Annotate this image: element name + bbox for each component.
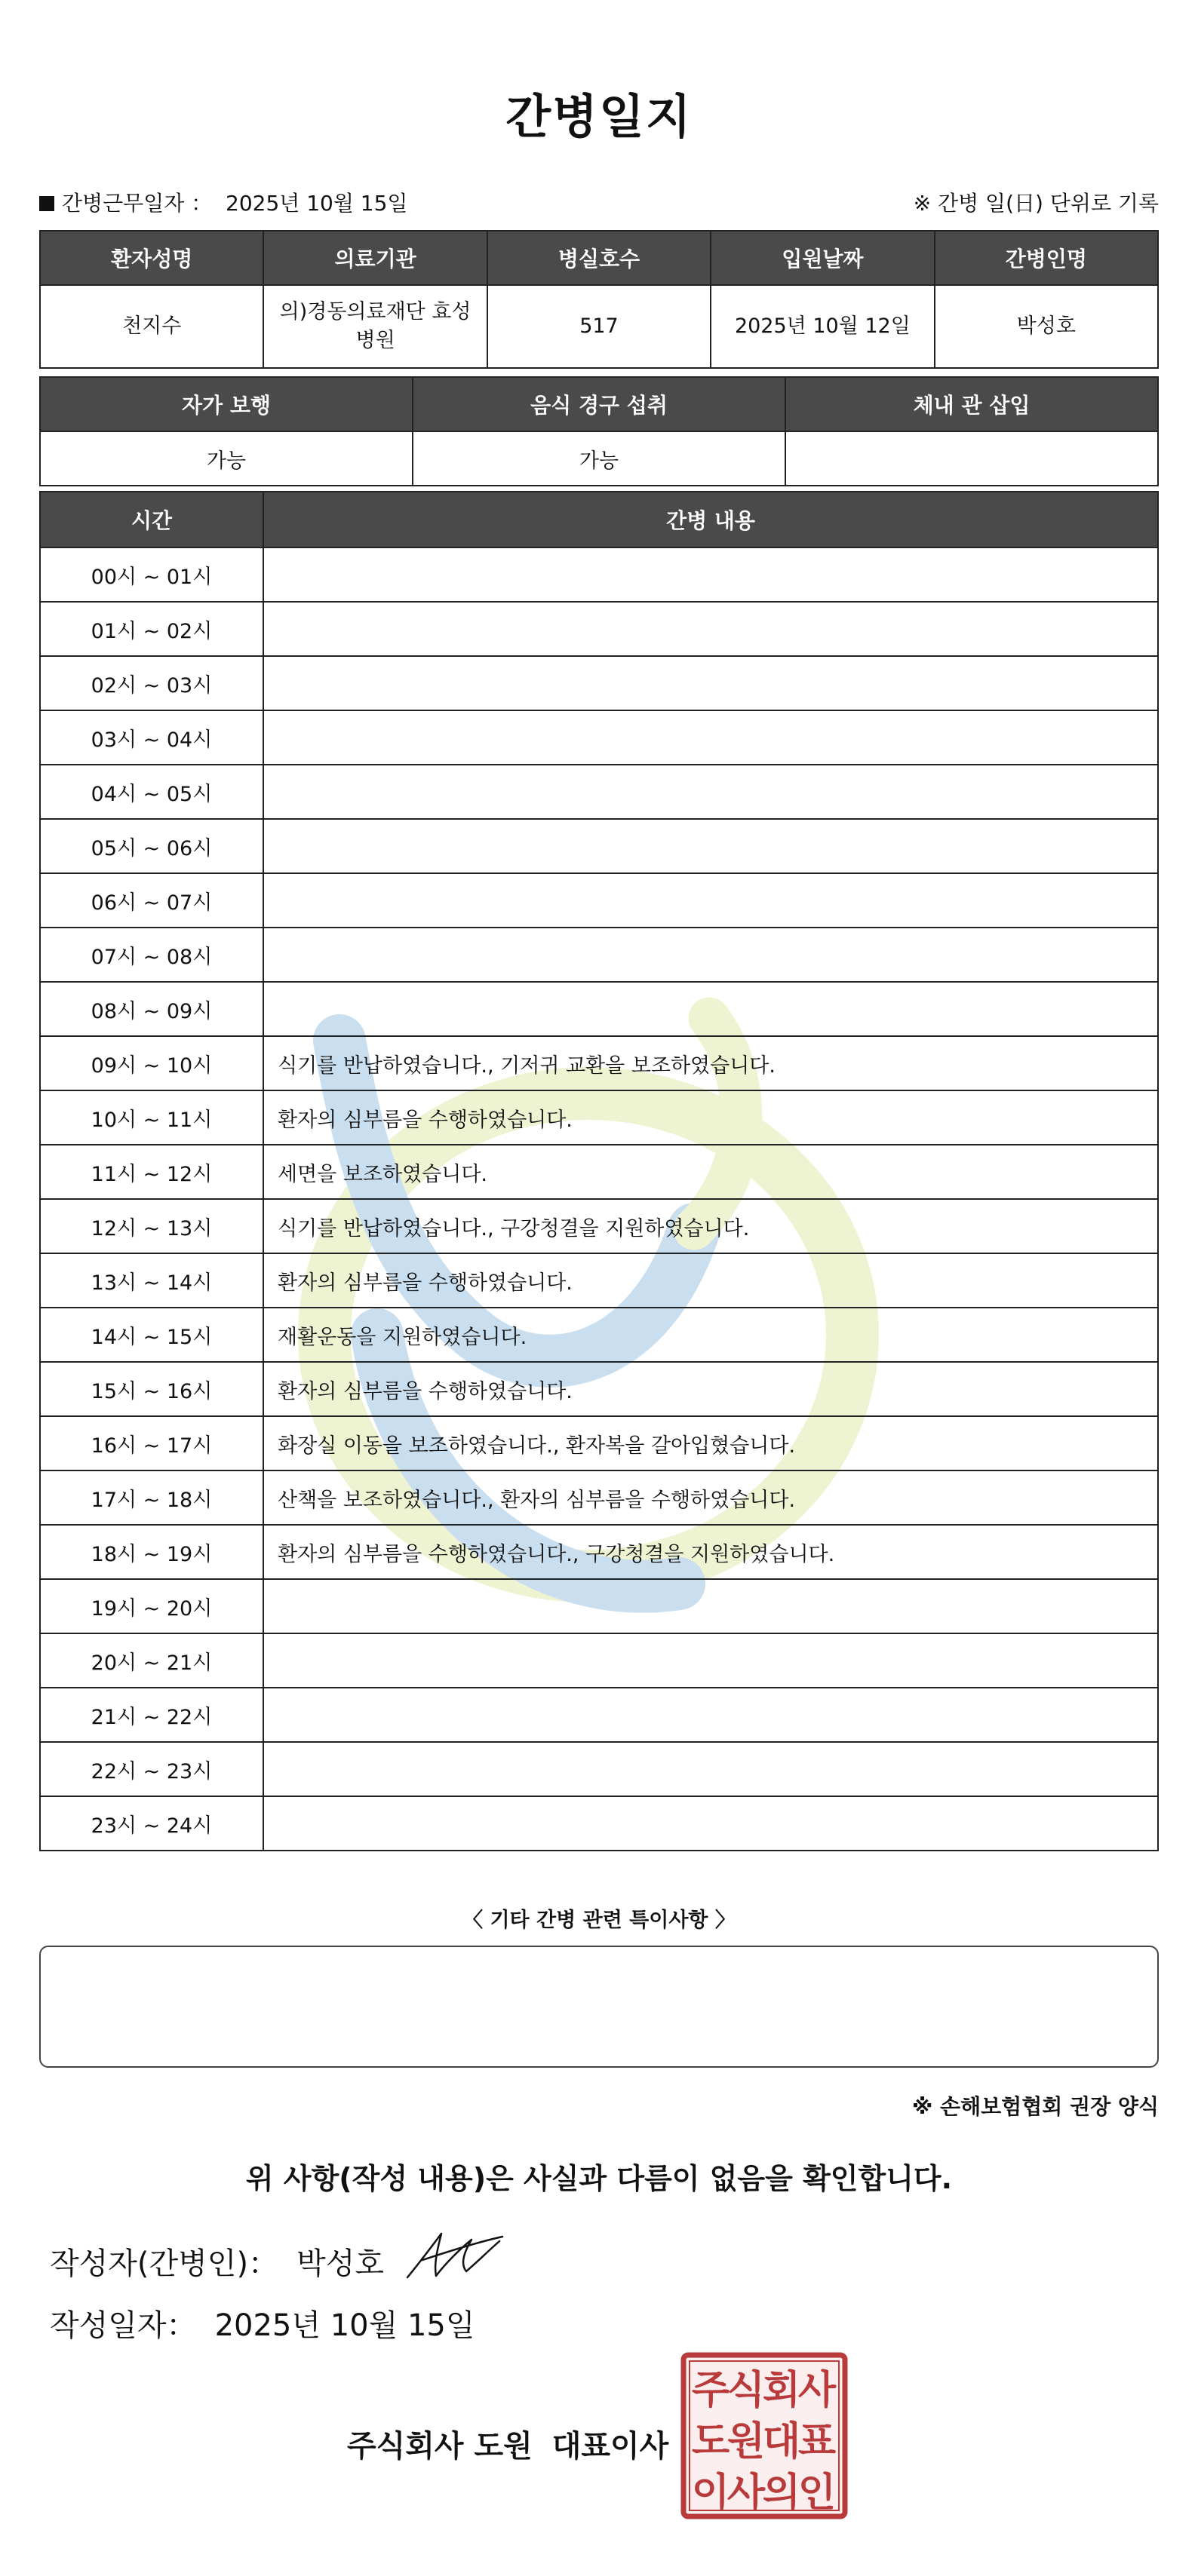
ceo-label: 대표이사: [551, 2429, 669, 2464]
time-slot: 11시 ~ 12시: [40, 1145, 263, 1199]
seal-character: 이: [691, 2470, 730, 2516]
header-admission-date: 입원날짜: [711, 231, 934, 285]
seal-character: 사: [726, 2470, 766, 2516]
written-date-line: [50, 2302, 475, 2344]
care-content: [263, 928, 1158, 982]
time-slot: 18시 ~ 19시: [40, 1525, 263, 1579]
table-row: [40, 765, 1158, 819]
seal-character: 의: [762, 2470, 801, 2516]
table-row: [40, 602, 1158, 656]
header-room-number: 병실호수: [487, 231, 711, 285]
time-slot: 15시 ~ 16시: [40, 1362, 263, 1416]
care-content: [263, 982, 1158, 1036]
table-row: [40, 1742, 1158, 1796]
header-caregiver-name: 간병인명: [935, 231, 1158, 285]
company-name: 주식회사 도원: [347, 2429, 533, 2464]
table-row: [40, 1525, 1158, 1579]
care-content: [263, 1796, 1158, 1851]
care-content: [263, 873, 1158, 928]
seal-character: 사: [797, 2368, 837, 2413]
date-label: 작성일자：: [50, 2308, 197, 2343]
table-row: [40, 928, 1158, 982]
institution-name: 의)경동의료재단 효성병원: [263, 285, 487, 368]
care-content: [263, 710, 1158, 765]
time-slot: 01시 ~ 02시: [40, 602, 263, 656]
seal-character: 인: [797, 2470, 837, 2516]
author-name: 박성호: [296, 2246, 384, 2281]
company-line: [347, 2422, 668, 2465]
care-content: 환자의 심부름을 수행하였습니다.: [263, 1090, 1158, 1145]
seal-character: 회: [762, 2368, 801, 2413]
notes-title: 〈 기타 간병 관련 특이사항 〉: [462, 1909, 736, 1932]
table-row: [40, 1416, 1158, 1470]
written-date: 2025년 10월 15일: [214, 2308, 475, 2343]
table-row: [40, 873, 1158, 928]
time-slot: 06시 ~ 07시: [40, 873, 263, 928]
time-slot: 13시 ~ 14시: [40, 1253, 263, 1308]
patient-name: 천지수: [40, 285, 263, 368]
care-content: 식기를 반납하였습니다., 기저귀 교환을 보조하였습니다.: [263, 1036, 1158, 1090]
room-number: 517: [487, 285, 711, 368]
seal-character: 식: [726, 2368, 766, 2413]
care-content: 세면을 보조하였습니다.: [263, 1145, 1158, 1199]
time-slot: 14시 ~ 15시: [40, 1308, 263, 1362]
work-date-value: 2025년 10월 15일: [226, 191, 408, 216]
seal-character: 도: [691, 2419, 730, 2464]
table-row: [40, 1470, 1158, 1525]
time-slot: 02시 ~ 03시: [40, 656, 263, 710]
care-content: [263, 1633, 1158, 1688]
table-row: [40, 656, 1158, 710]
table-header-row: [40, 492, 1158, 547]
table-row: [40, 1688, 1158, 1742]
special-notes-box: [39, 1946, 1159, 2068]
care-content: 재활운동을 지원하였습니다.: [263, 1308, 1158, 1362]
author-label: 작성자(간병인)：: [50, 2246, 279, 2281]
company-seal-stamp: [679, 2351, 849, 2521]
table-row: [40, 1253, 1158, 1308]
patient-ability-table: [39, 376, 1159, 486]
confirmation-statement: 위 사항(작성 내용)은 사실과 다름이 없음을 확인합니다.: [245, 2162, 953, 2195]
table-row: [40, 1362, 1158, 1416]
care-content: [263, 1688, 1158, 1742]
care-content: 산책을 보조하였습니다., 환자의 심부름을 수행하였습니다.: [263, 1470, 1158, 1525]
self-walking-value: 가능: [40, 431, 413, 486]
table-row: [40, 547, 1158, 602]
header-patient-name: 환자성명: [40, 231, 263, 285]
caregiver-name: 박성호: [935, 285, 1158, 368]
care-content: [263, 1579, 1158, 1633]
care-content: [263, 765, 1158, 819]
table-row: [40, 1090, 1158, 1145]
care-content: 식기를 반납하였습니다., 구강청결을 지원하였습니다.: [263, 1199, 1158, 1253]
table-row: [40, 285, 1158, 368]
admission-date: 2025년 10월 12일: [711, 285, 934, 368]
time-slot: 08시 ~ 09시: [40, 982, 263, 1036]
time-slot: 17시 ~ 18시: [40, 1470, 263, 1525]
time-slot: 12시 ~ 13시: [40, 1199, 263, 1253]
work-date: [39, 187, 407, 217]
time-slot: 00시 ~ 01시: [40, 547, 263, 602]
time-slot: 21시 ~ 22시: [40, 1688, 263, 1742]
seal-character: 주: [691, 2368, 730, 2413]
time-slot: 20시 ~ 21시: [40, 1633, 263, 1688]
header-care-content: 간병 내용: [263, 492, 1158, 547]
header-institution: 의료기관: [263, 231, 487, 285]
time-slot: 22시 ~ 23시: [40, 1742, 263, 1796]
work-date-label: 간병근무일자 ：: [62, 191, 213, 216]
care-content: [263, 547, 1158, 602]
patient-info-table: [39, 230, 1159, 369]
table-row: [40, 1579, 1158, 1633]
daily-record-note: ※ 간병 일(日) 단위로 기록: [913, 191, 1159, 216]
care-content: [263, 602, 1158, 656]
care-content: [263, 656, 1158, 710]
table-row: [40, 982, 1158, 1036]
time-slot: 10시 ~ 11시: [40, 1090, 263, 1145]
care-content: 환자의 심부름을 수행하였습니다.: [263, 1362, 1158, 1416]
hourly-log-table: [39, 491, 1159, 1851]
table-row: [40, 1633, 1158, 1688]
table-row: [40, 1796, 1158, 1851]
time-slot: 04시 ~ 05시: [40, 765, 263, 819]
handwritten-signature: [400, 2219, 505, 2286]
square-bullet-icon: [39, 196, 54, 211]
time-slot: 23시 ~ 24시: [40, 1796, 263, 1851]
table-row: [40, 431, 1158, 486]
table-row: [40, 1145, 1158, 1199]
association-note: ※ 손해보험협회 권장 양식: [912, 2094, 1159, 2119]
table-row: [40, 1308, 1158, 1362]
care-content: 환자의 심부름을 수행하였습니다.: [263, 1253, 1158, 1308]
author-line: [50, 2240, 384, 2283]
seal-character: 원: [726, 2419, 766, 2464]
time-slot: 16시 ~ 17시: [40, 1416, 263, 1470]
table-row: [40, 1036, 1158, 1090]
page-title: 간병일지: [505, 89, 693, 144]
time-slot: 19시 ~ 20시: [40, 1579, 263, 1633]
table-row: [40, 1199, 1158, 1253]
header-time: 시간: [40, 492, 263, 547]
oral-intake-value: 가능: [413, 431, 785, 486]
hourly-log-body: [40, 547, 1158, 1851]
table-row: [40, 819, 1158, 873]
work-date-row: [39, 187, 1159, 220]
header-tube-insertion: 체내 관 삽입: [785, 377, 1158, 431]
tube-insertion-value: [785, 431, 1158, 486]
table-header-row: [40, 231, 1158, 285]
header-oral-intake: 음식 경구 섭취: [413, 377, 785, 431]
care-content: [263, 819, 1158, 873]
table-row: [40, 710, 1158, 765]
care-content: 화장실 이동을 보조하였습니다., 환자복을 갈아입혔습니다.: [263, 1416, 1158, 1470]
care-content: 환자의 심부름을 수행하였습니다., 구강청결을 지원하였습니다.: [263, 1525, 1158, 1579]
table-header-row: [40, 377, 1158, 431]
time-slot: 05시 ~ 06시: [40, 819, 263, 873]
seal-character: 대: [762, 2419, 801, 2464]
time-slot: 07시 ~ 08시: [40, 928, 263, 982]
time-slot: 09시 ~ 10시: [40, 1036, 263, 1090]
seal-character: 표: [797, 2419, 837, 2464]
time-slot: 03시 ~ 04시: [40, 710, 263, 765]
care-content: [263, 1742, 1158, 1796]
header-self-walking: 자가 보행: [40, 377, 413, 431]
